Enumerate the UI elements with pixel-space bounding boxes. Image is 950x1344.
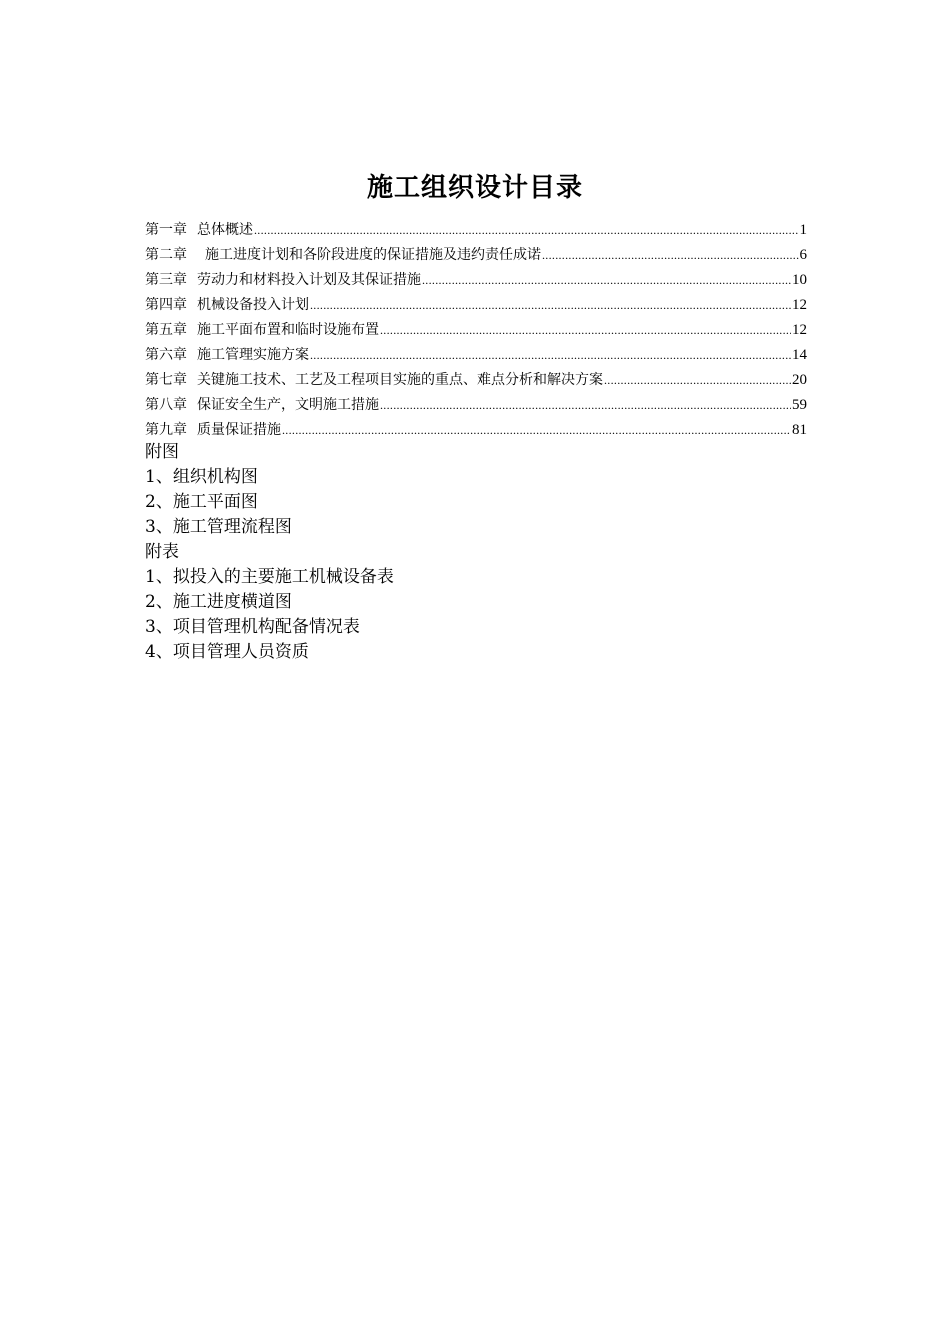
toc-entry-5[interactable] — [145, 318, 807, 343]
appendix-figure-item: 2、施工平面图 — [145, 492, 258, 512]
page-title: 施工组织设计目录 — [366, 173, 583, 203]
toc-entry-4[interactable] — [145, 293, 807, 318]
toc-entry-6[interactable] — [145, 343, 807, 368]
toc-entry-1[interactable] — [145, 218, 807, 243]
toc-chapter-number: 第七章 — [145, 372, 187, 388]
toc-page-number: 12 — [792, 322, 807, 338]
toc-chapter-number: 第二章 — [145, 247, 187, 263]
appendix-figures-section — [145, 440, 785, 540]
toc-page-number: 10 — [792, 272, 807, 288]
toc-entry-3[interactable] — [145, 268, 807, 293]
toc-page-number: 14 — [792, 347, 807, 363]
appendix-figure-item: 3、施工管理流程图 — [145, 517, 292, 537]
toc-dot-leader — [604, 368, 791, 393]
toc-page-number: 1 — [799, 222, 807, 238]
toc-chapter-title: 质量保证措施 — [197, 422, 281, 438]
toc-chapter-number: 第一章 — [145, 222, 187, 238]
appendix-table-item: 1、拟投入的主要施工机械设备表 — [145, 567, 394, 587]
toc-chapter-title: 机械设备投入计划 — [197, 297, 309, 313]
toc-chapter-title: 关键施工技术、工艺及工程项目实施的重点、难点分析和解决方案 — [197, 372, 603, 388]
toc-chapter-number: 第五章 — [145, 322, 187, 338]
toc-dot-leader — [380, 318, 791, 343]
toc-dot-leader — [310, 293, 791, 318]
toc-entry-8[interactable] — [145, 393, 807, 418]
appendix-figure-item: 1、组织机构图 — [145, 467, 258, 487]
toc-chapter-number: 第八章 — [145, 397, 187, 413]
appendix-tables-heading: 附表 — [145, 542, 179, 562]
toc-entry-7[interactable] — [145, 368, 807, 393]
toc-page-number: 6 — [799, 247, 807, 263]
toc-entry-2[interactable] — [145, 243, 807, 268]
toc-chapter-number: 第四章 — [145, 297, 187, 313]
toc-chapter-title: 总体概述 — [197, 222, 253, 238]
toc-chapter-title: 施工平面布置和临时设施布置 — [197, 322, 379, 338]
toc-chapter-title: 施工管理实施方案 — [197, 347, 309, 363]
appendix-table-item: 4、项目管理人员资质 — [145, 642, 309, 662]
toc-chapter-title: 劳动力和材料投入计划及其保证措施 — [197, 272, 421, 288]
toc-page-number: 12 — [792, 297, 807, 313]
toc-chapter-number: 第六章 — [145, 347, 187, 363]
toc-dot-leader — [254, 218, 799, 243]
toc-chapter-title: 施工进度计划和各阶段进度的保证措施及违约责任成诺 — [205, 247, 541, 263]
toc-chapter-number: 第九章 — [145, 422, 187, 438]
table-of-contents — [145, 218, 807, 443]
toc-chapter-title: 保证安全生产，文明施工措施 — [197, 397, 379, 413]
toc-dot-leader — [310, 343, 791, 368]
appendix-figures-heading: 附图 — [145, 442, 179, 462]
toc-dot-leader — [422, 268, 791, 293]
toc-page-number: 20 — [792, 372, 807, 388]
toc-dot-leader — [380, 393, 791, 418]
toc-page-number: 81 — [792, 422, 807, 438]
toc-dot-leader — [542, 243, 799, 268]
toc-chapter-number: 第三章 — [145, 272, 187, 288]
appendix-table-item: 2、施工进度横道图 — [145, 592, 292, 612]
appendix-tables-section — [145, 540, 785, 665]
toc-page-number: 59 — [792, 397, 807, 413]
appendix-table-item: 3、项目管理机构配备情况表 — [145, 617, 360, 637]
